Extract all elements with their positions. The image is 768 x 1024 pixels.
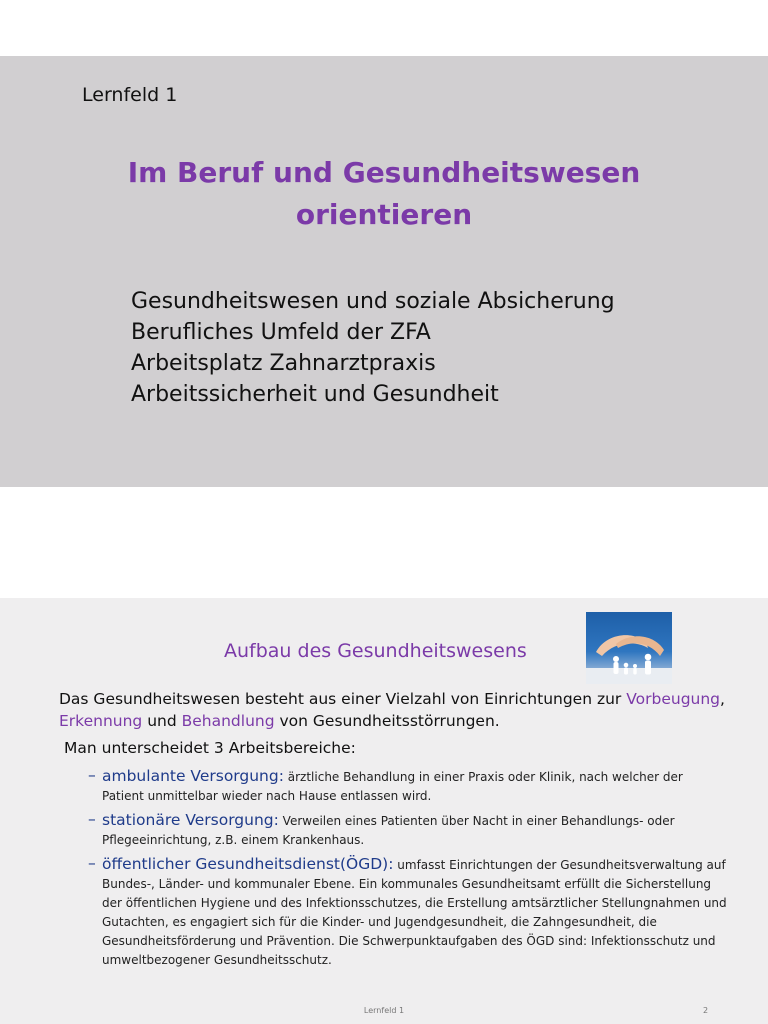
- intro-text-end: von Gesundheitsstörrungen.: [274, 712, 500, 730]
- list-item: [88, 766, 728, 804]
- item-term: öffentlicher Gesundheitsdienst(ÖGD):: [102, 855, 394, 873]
- intro-comma: ,: [720, 690, 725, 708]
- list-item: [88, 854, 728, 968]
- topic-list: [131, 286, 615, 410]
- slide-heading: Aufbau des Gesundheitswesens: [224, 640, 527, 662]
- title-line-2: orientieren: [295, 198, 473, 231]
- item-term: ambulante Versorgung:: [102, 767, 284, 785]
- intro-paragraph: [59, 688, 739, 732]
- item-description: umfasst Einrichtungen der Gesundheitsverwaltung auf Bundes-, Länder- und kommunaler Ebene. Ein kommunales Gesundheitsamt erfüllt die Sicherstellung der öffentlichen Hygiene und des Infektionsschutzes, die Erstellung amtsärztlicher Stellungnahmen und Gutachten, es engagiert sich für die Kinder- und Jugendgesundheit, die Zahngesundheit, die Gesundheitsförderung und Prävention. Die Schwerpunktaufgaben des ÖGD sind: Infektionsschutz und umweltbezogener Gesundheitsschutz.: [102, 858, 727, 967]
- content-slide: [0, 598, 768, 1024]
- term-behandlung: Behandlung: [181, 712, 275, 730]
- dash-bullet-icon: –: [88, 766, 96, 784]
- intro-und: und: [142, 712, 182, 730]
- subheading: Man unterscheidet 3 Arbeitsbereiche:: [64, 739, 356, 757]
- family-care-image: [586, 612, 672, 684]
- title-line-1: Im Beruf und Gesundheitswesen: [127, 156, 641, 189]
- topic-item: Gesundheitswesen und soziale Absicherung: [131, 289, 615, 314]
- family-care-icon: [586, 612, 672, 684]
- dash-bullet-icon: –: [88, 810, 96, 828]
- topic-item: Arbeitssicherheit und Gesundheit: [131, 382, 499, 407]
- dash-bullet-icon: –: [88, 854, 96, 872]
- term-erkennung: Erkennung: [59, 712, 143, 730]
- topic-item: Berufliches Umfeld der ZFA: [131, 320, 431, 345]
- item-term: stationäre Versorgung:: [102, 811, 279, 829]
- slide-label: Lernfeld 1: [82, 84, 178, 106]
- term-vorbeugung: Vorbeugung: [626, 690, 721, 708]
- page-number: 2: [703, 1006, 709, 1015]
- list-item: [88, 810, 728, 848]
- footer-label: Lernfeld 1: [363, 1006, 405, 1015]
- area-list: [88, 766, 728, 974]
- slide-title: [0, 152, 768, 236]
- item-description: ärztliche Behandlung in einer Praxis oder Klinik, nach welcher der Patient unmittelbar wieder nach Hause entlassen wird.: [102, 770, 683, 803]
- intro-text: Das Gesundheitswesen besteht aus einer Vielzahl von Einrichtungen zur: [59, 690, 627, 708]
- item-description: Verweilen eines Patienten über Nacht in einer Behandlungs- oder Pflegeeinrichtung, z.B. einem Krankenhaus.: [102, 814, 675, 847]
- topic-item: Arbeitsplatz Zahnarztpraxis: [131, 351, 436, 376]
- title-slide: [0, 56, 768, 487]
